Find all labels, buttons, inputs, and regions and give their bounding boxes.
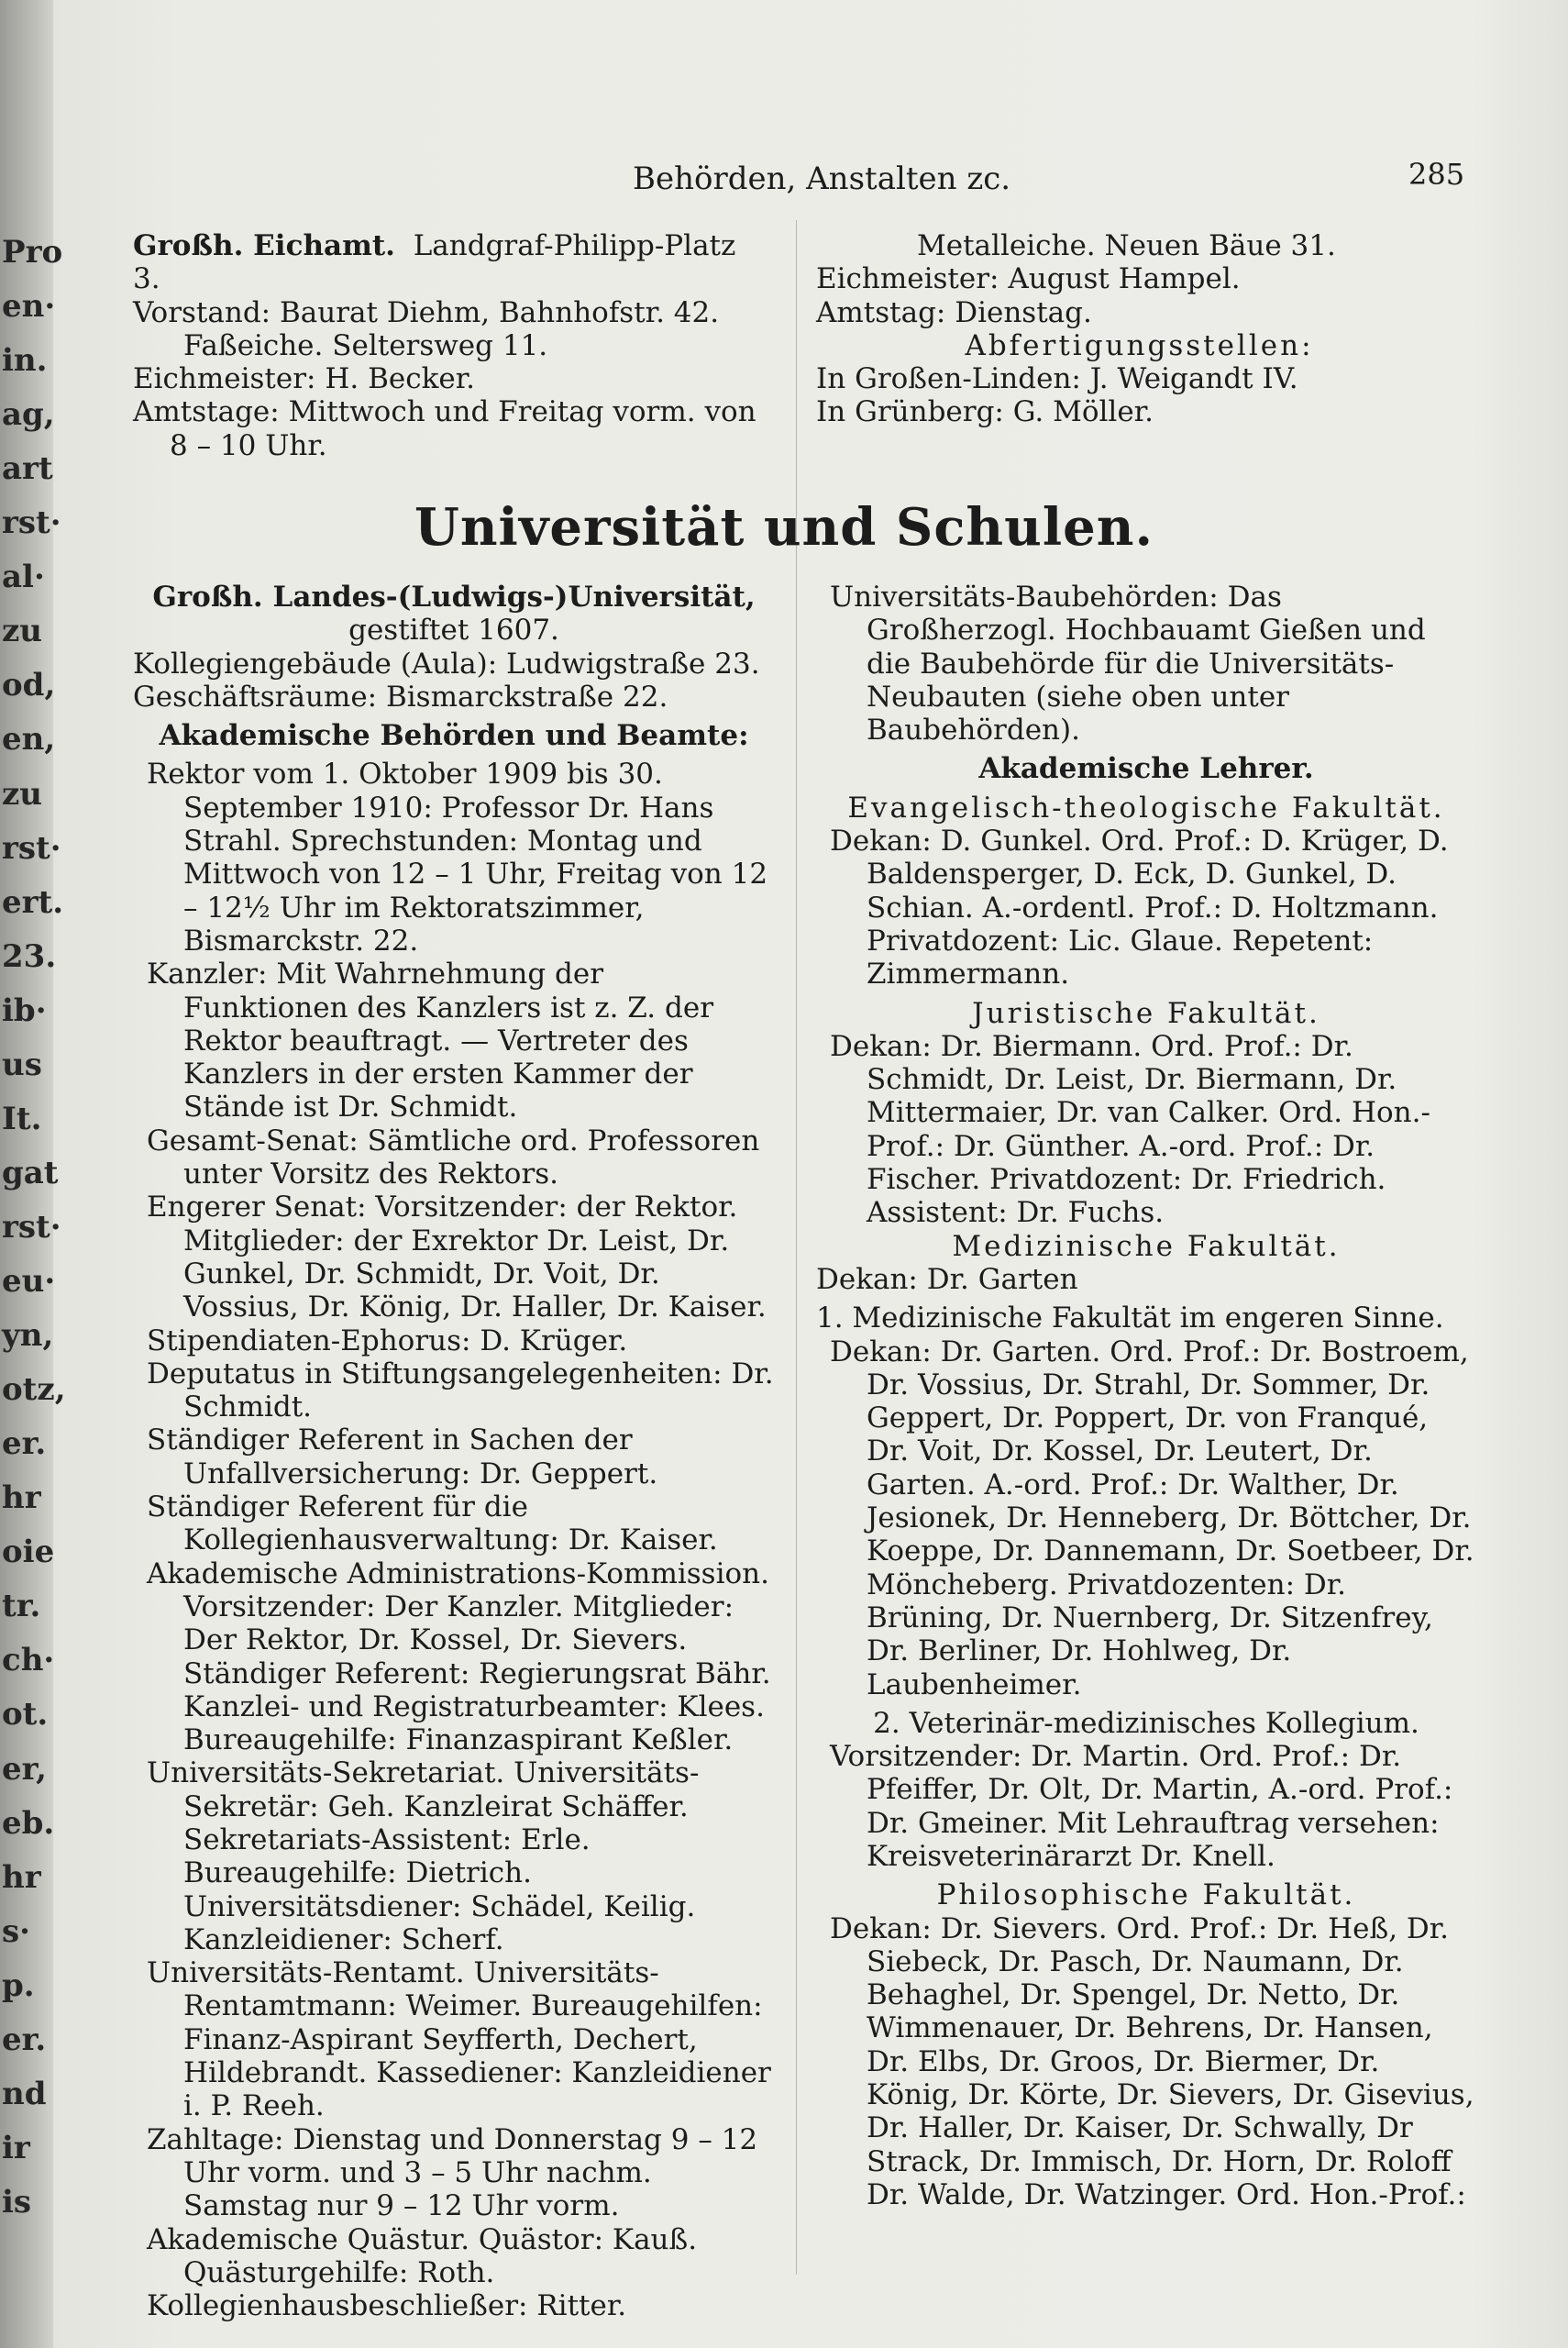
phil-faculty-text: Dekan: Dr. Sievers. Ord. Prof.: Dr. Heß, Dr. Siebeck, Dr. Pasch, Dr. Naumann, Dr. Behaghel, Dr. Spengel, Dr. Netto, Dr. Wimmenauer, Dr. Behrens, Dr. Hansen, Dr. Elbs, Dr. Groos, Dr. Biermer, Dr. König, Dr. Körte, Dr. Sievers, Dr. Gisevius, Dr. Haller, Dr. Kaiser, Dr. Schwally, Dr Strack, Dr. Immisch, Dr. Horn, Dr. Roloff Dr. Walde, Dr. Watzinger. Ord. Hon.-Prof.:	[830, 1911, 1474, 2211]
gutter-fragment: ch·	[2, 1642, 55, 1679]
eichmeister-line: Eichmeister: H. Becker.	[133, 362, 475, 396]
adjacent-page-gutter	[0, 0, 66, 2348]
gutter-fragment: od,	[2, 667, 56, 704]
gutter-fragment: ag,	[2, 396, 55, 434]
amtstage-line: Amtstage: Mittwoch und Freitag vorm. von	[133, 395, 756, 429]
page-header	[0, 157, 1568, 206]
eichamt-heading: Großh. Eichamt.	[133, 229, 395, 262]
eichamt-address: Landgraf-Philipp-Platz 3.	[133, 229, 736, 296]
deputatus-entry: Deputatus in Stiftungsangelegenheiten: Dr. Schmidt.	[147, 1357, 774, 1424]
gutter-fragment: gat	[2, 1154, 59, 1191]
amtstage-hours: 8 – 10 Uhr.	[170, 428, 327, 462]
gutter-fragment: en,	[2, 721, 56, 759]
rektor-entry: Rektor vom 1. Oktober 1909 bis 30. September 1910: Professor Dr. Hans Strahl. Sprechstunden: Montag und Mittwoch von 12 – 1 Uhr, Freitag von 12 – 12½ Uhr im Rektoratszimmer, Bismarckstr. 22.	[147, 758, 768, 958]
gesamt-senat-entry: Gesamt-Senat: Sämtliche ord. Professoren unter Vorsitz des Rektors.	[147, 1124, 760, 1191]
faculties-column	[816, 581, 1476, 2211]
admin-kommission-entry: Akademische Administrations-Kommission. Vorsitzender: Der Kanzler. Mitglieder: Der Rektor, Dr. Kossel, Dr. Sievers. Ständiger Referent: Regierungsrat Bähr. Kanzlei- und Registraturbeamter: Klees. Bureaugehilfe: Finanzaspirant Keßler.	[147, 1556, 771, 1757]
gutter-fragment: er,	[2, 1750, 47, 1788]
gutter-fragment: hr	[2, 1479, 41, 1517]
abfertigung-heading: Abfertigungsstellen:	[965, 328, 1314, 362]
gutter-fragment: en·	[2, 288, 56, 326]
gutter-fragment: yn,	[2, 1317, 54, 1355]
gutter-fragment: rst·	[2, 1208, 61, 1246]
gutter-fragment: eb.	[2, 1804, 55, 1842]
phil-faculty-heading: Philosophische Fakultät.	[936, 1878, 1356, 1912]
gutter-fragment: er.	[2, 2021, 47, 2058]
gutter-fragment: rst·	[2, 504, 61, 542]
gutter-fragment: us	[2, 1046, 42, 1083]
gutter-fragment: al·	[2, 559, 45, 596]
med2-text: Vorsitzender: Dr. Martin. Ord. Prof.: Dr. Pfeiffer, Dr. Olt, Dr. Martin, A.-ord. Prof.: Dr. Gmeiner. Mit Lehrauftrag versehen: Kreisveterinärarzt Dr. Knell.	[830, 1740, 1453, 1873]
gutter-fragment: It.	[2, 1100, 42, 1137]
gutter-fragment: zu	[2, 613, 43, 650]
gutter-fragment: p.	[2, 1966, 35, 2004]
zahltage-entry: Zahltage: Dienstag und Donnerstag 9 – 12 Uhr vorm. und 3 – 5 Uhr nachm. Samstag nur 9 – 12 Uhr vorm.	[147, 2122, 758, 2223]
baubehoerden-entry: Universitäts-Baubehörden: Das Großherzogl. Hochbauamt Gießen und die Baubehörde für die Universitäts-Neubauten (siehe oben unter Baubehörden).	[830, 581, 1426, 748]
sekretariat-entry: Universitäts-Sekretariat. Universitäts-Sekretär: Geh. Kanzleirat Schäffer. Sekretariats-Assistent: Erle. Bureaugehilfe: Dietrich. Universitätsdiener: Schädel, Keilig. Kanzleidiener: Scherf.	[147, 1756, 700, 1956]
gutter-fragment: nd	[2, 2075, 47, 2112]
page-number: 285	[1408, 157, 1465, 192]
rentamt-entry: Universitäts-Rentamt. Universitäts-Rentamtmann: Weimer. Bureaugehilfen: Finanz-Aspirant Seyfferth, Dechert, Hildebrandt. Kassediener: Kanzleidiener i. P. Reeh.	[147, 1956, 771, 2123]
kollegienhaus-referent-entry: Ständiger Referent für die Kollegienhausverwaltung: Dr. Kaiser.	[147, 1490, 718, 1557]
gutter-fragment: otz,	[2, 1371, 66, 1409]
gutter-fragment: is	[2, 2183, 32, 2221]
jur-faculty-heading: Juristische Fakultät.	[972, 996, 1320, 1030]
grossen-linden-line: In Großen-Linden: J. Weigandt IV.	[816, 362, 1298, 396]
stipendiaten-entry: Stipendiaten-Ephorus: D. Krüger.	[147, 1324, 628, 1357]
gutter-fragment: art	[2, 450, 53, 488]
metalleiche-section	[816, 229, 1463, 429]
right-eichmeister-line: Eichmeister: August Hampel.	[816, 262, 1241, 296]
metalleiche-line: Metalleiche. Neuen Bäue 31.	[917, 229, 1336, 262]
geschaeftsraeume-line: Geschäftsräume: Bismarckstraße 22.	[133, 680, 668, 714]
university-founded: gestiftet 1607.	[348, 614, 559, 648]
kanzler-entry: Kanzler: Mit Wahrnehmung der Funktionen des Kanzlers ist z. Z. der Rektor beauftragt. — Vertreter des Kanzlers in der ersten Kammer der Stände ist Dr. Schmidt.	[147, 958, 714, 1124]
quaestur-entry: Akademische Quästur. Quästor: Kauß. Quästurgehilfe: Roth.	[147, 2222, 698, 2289]
university-heading: Großh. Landes-(Ludwigs-)Universität,	[152, 581, 756, 614]
med-faculty-dekan: Dekan: Dr. Garten	[816, 1262, 1078, 1296]
gutter-fragment: ib·	[2, 991, 47, 1029]
gutter-fragment: ert.	[2, 883, 64, 921]
kollegiengebaeude-line: Kollegiengebäude (Aula): Ludwigstraße 23.	[133, 647, 760, 681]
gutter-fragment: 23.	[2, 937, 57, 975]
gutter-fragment: ir	[2, 2129, 30, 2166]
beschliesser-entry: Kollegienhausbeschließer: Ritter.	[147, 2289, 627, 2323]
med1-heading: 1. Medizinische Fakultät im engeren Sinne.	[816, 1301, 1444, 1335]
jur-faculty-text: Dekan: Dr. Biermann. Ord. Prof.: Dr. Schmidt, Dr. Leist, Dr. Biermann, Dr. Mittermaier, Dr. van Calker. Ord. Hon.-Prof.: Dr. Günther. A.-ord. Prof.: Dr. Fischer. Privatdozent: Dr. Friedrich. Assistent: Dr. Fuchs.	[830, 1029, 1430, 1230]
ev-faculty-text: Dekan: D. Gunkel. Ord. Prof.: D. Krüger, D. Baldensperger, D. Eck, D. Gunkel, D. Schian. A.-ordentl. Prof.: D. Holtzmann. Privatdozent: Lic. Glaue. Repetent: Zimmermann.	[830, 825, 1449, 991]
gutter-fragment: oie	[2, 1534, 55, 1571]
med1-text: Dekan: Dr. Garten. Ord. Prof.: Dr. Bostroem, Dr. Vossius, Dr. Strahl, Dr. Sommer, Dr. Geppert, Dr. Poppert, Dr. von Franqué, Dr. Voit, Dr. Kossel, Dr. Leutert, Dr. Garten. A.-ord. Prof.: Dr. Walther, Dr. Jesionek, Dr. Henneberg, Dr. Böttcher, Dr. Koeppe, Dr. Dannemann, Dr. Soetbeer, Dr. Möncheberg. Privatdozenten: Dr. Brüning, Dr. Nuernberg, Dr. Sitzenfrey, Dr. Berliner, Dr. Hohlweg, Dr. Laubenheimer.	[830, 1335, 1474, 1701]
gutter-fragment: Pro	[2, 234, 63, 271]
gutter-fragment: tr.	[2, 1588, 41, 1625]
gruenberg-line: In Grünberg: G. Möller.	[816, 395, 1154, 429]
med2-heading: 2. Veterinär-medizinisches Kollegium.	[873, 1706, 1419, 1740]
med-faculty-heading: Medizinische Fakultät.	[952, 1229, 1341, 1263]
gutter-fragment: ot.	[2, 1696, 49, 1733]
gutter-fragment: hr	[2, 1858, 41, 1896]
section-title: Universität und Schulen.	[414, 497, 1154, 558]
ev-faculty-heading: Evangelisch-theologische Fakultät.	[847, 791, 1445, 825]
gutter-fragment: s·	[2, 1912, 30, 1950]
running-title: Behörden, Anstalten zc.	[633, 161, 1011, 197]
amtstag-line: Amtstag: Dienstag.	[816, 295, 1092, 329]
fasseiche-line: Faßeiche. Seltersweg 11.	[183, 328, 548, 362]
eichamt-section	[133, 229, 770, 462]
gutter-fragment: eu·	[2, 1263, 56, 1301]
engerer-senat-entry: Engerer Senat: Vorsitzender: der Rektor. Mitglieder: der Exrektor Dr. Leist, Dr. Gunkel, Dr. Schmidt, Dr. Voit, Dr. Vossius, Dr. König, Dr. Haller, Dr. Kaiser.	[147, 1191, 767, 1324]
gutter-fragment: rst·	[2, 829, 61, 867]
university-admin-column	[133, 581, 775, 2322]
akad-behoerden-heading: Akademische Behörden und Beamte:	[159, 719, 749, 753]
unfall-referent-entry: Ständiger Referent in Sachen der Unfallversicherung: Dr. Geppert.	[147, 1423, 658, 1490]
gutter-fragment: zu	[2, 775, 43, 813]
gutter-fragment: er.	[2, 1425, 47, 1463]
vorstand-line: Vorstand: Baurat Diehm, Bahnhofstr. 42.	[133, 295, 720, 329]
akad-lehrer-heading: Akademische Lehrer.	[978, 752, 1314, 786]
gutter-fragment: in.	[2, 342, 48, 380]
